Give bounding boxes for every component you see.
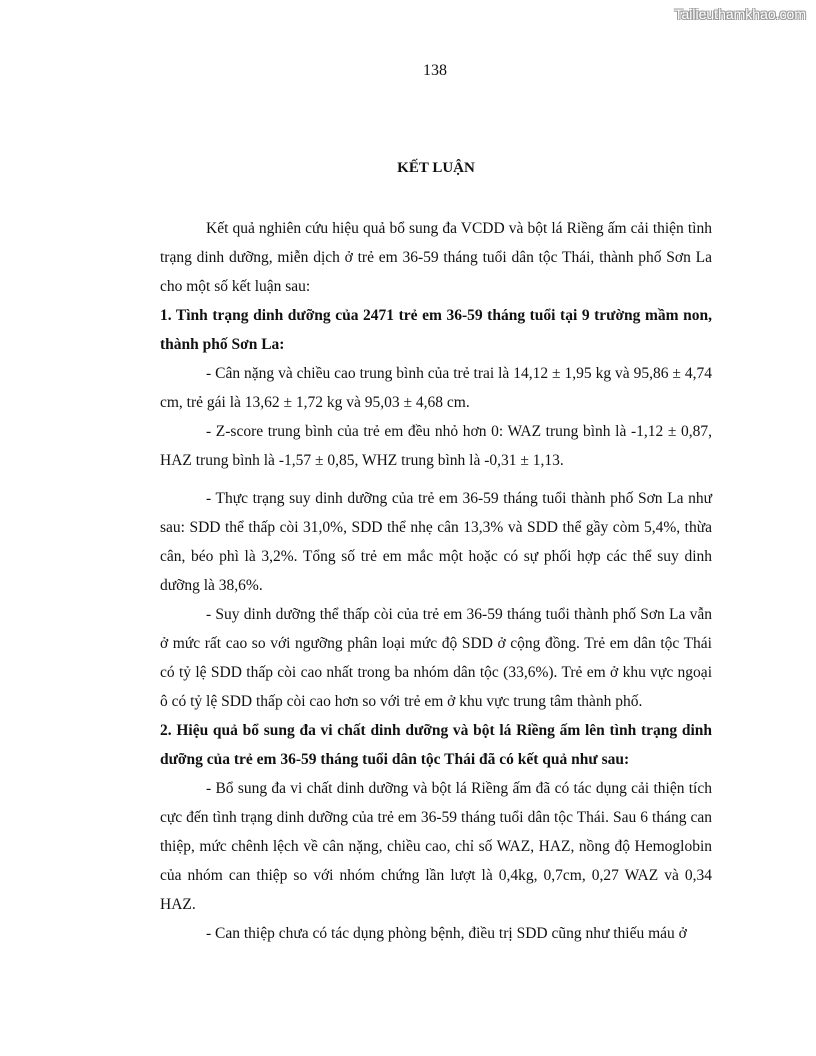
intro-paragraph: Kết quả nghiên cứu hiệu quả bổ sung đa VCDD và bột lá Riềng ấm cải thiện tình trạng dinh dưỡng, miễn dịch ở trẻ em 36-59 tháng tuổi dân tộc Thái, thành phố Sơn La cho một số kết luận sau:	[160, 220, 712, 295]
section-2-heading: 2. Hiệu quả bổ sung đa vi chất dinh dưỡng và bột lá Riềng ấm lên tình trạng dinh dưỡng của trẻ em 36-59 tháng tuổi dân tộc Thái đã có kết quả như sau:	[160, 722, 712, 768]
section-1-item: - Cân nặng và chiều cao trung bình của trẻ trai là 14,12 ± 1,95 kg và 95,86 ± 4,74 cm, trẻ gái là 13,62 ± 1,72 kg và 95,03 ± 4,68 cm.	[160, 365, 712, 411]
document-body	[160, 214, 712, 948]
section-1-item: - Suy dinh dưỡng thể thấp còi của trẻ em 36-59 tháng tuổi thành phố Sơn La vẫn ở mức rất cao so với ngưỡng phân loại mức độ SDD ở cộng đồng. Trẻ em dân tộc Thái có tỷ lệ SDD thấp còi cao nhất trong ba nhóm dân tộc (33,6%). Trẻ em ở khu vực ngoại ô có tỷ lệ SDD thấp còi cao hơn so với trẻ em ở khu vực trung tâm thành phố.	[160, 606, 712, 710]
page-title: KẾT LUẬN	[397, 160, 475, 176]
section-1-item: - Thực trạng suy dinh dưỡng của trẻ em 36-59 tháng tuổi thành phố Sơn La như sau: SDD thể thấp còi 31,0%, SDD thể nhẹ cân 13,3% và SDD thể gầy còm 5,4%, thừa cân, béo phì là 3,2%. Tổng số trẻ em mắc một hoặc có sự phối hợp các thể suy dinh dưỡng là 38,6%.	[160, 490, 712, 594]
section-1-heading: 1. Tình trạng dinh dưỡng của 2471 trẻ em 36-59 tháng tuổi tại 9 trường mầm non, thành phố Sơn La:	[160, 307, 712, 353]
page-number: 138	[423, 62, 447, 79]
section-2-item: - Bổ sung đa vi chất dinh dưỡng và bột lá Riềng ấm đã có tác dụng cải thiện tích cực đến tình trạng dinh dưỡng của trẻ em 36-59 tháng tuổi dân tộc Thái. Sau 6 tháng can thiệp, mức chênh lệch về cân nặng, chiều cao, chỉ số WAZ, HAZ, nồng độ Hemoglobin của nhóm can thiệp so với nhóm chứng lần lượt là 0,4kg, 0,7cm, 0,27 WAZ và 0,34 HAZ.	[160, 780, 712, 913]
watermark: Tailieuthamkhao.com	[674, 6, 806, 22]
section-1-item: - Z-score trung bình của trẻ em đều nhỏ hơn 0: WAZ trung bình là -1,12 ± 0,87, HAZ trung bình là -1,57 ± 0,85, WHZ trung bình là -0,31 ± 1,13.	[160, 423, 712, 469]
section-2-item: - Can thiệp chưa có tác dụng phòng bệnh, điều trị SDD cũng như thiếu máu ở	[206, 925, 687, 942]
